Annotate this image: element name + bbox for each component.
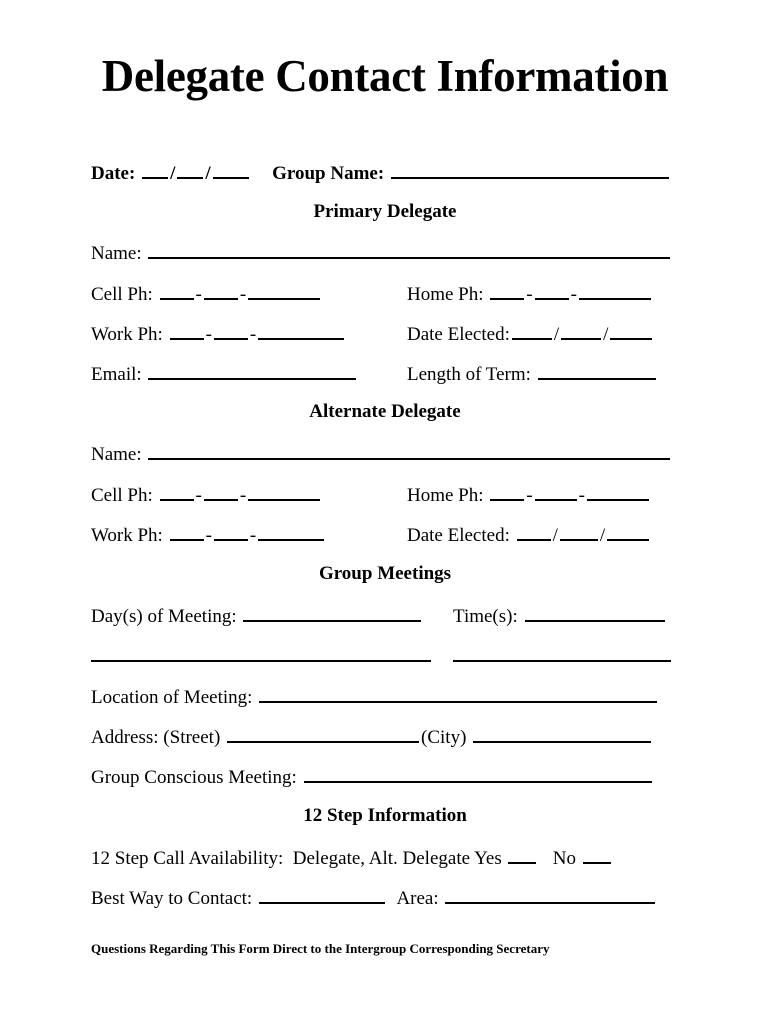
- availability-no-field[interactable]: [583, 845, 611, 864]
- slash: /: [552, 525, 558, 546]
- dash: -: [239, 485, 247, 506]
- alternate-cell-field-2[interactable]: [204, 482, 238, 501]
- availability-no-label: No: [552, 848, 576, 869]
- primary-length-field[interactable]: [538, 361, 656, 380]
- alternate-work-field-1[interactable]: [170, 522, 204, 541]
- address-street-label: Address: (Street): [91, 727, 221, 748]
- dash: -: [249, 525, 257, 546]
- times-label: Time(s):: [453, 606, 518, 627]
- availability-yes-field[interactable]: [508, 845, 536, 864]
- alternate-date-elected-month[interactable]: [517, 522, 551, 541]
- date-label: Date:: [91, 163, 136, 184]
- dash: -: [526, 485, 533, 506]
- alternate-home-label: Home Ph:: [407, 485, 484, 506]
- primary-home-field-2[interactable]: [535, 281, 569, 300]
- primary-home-field-1[interactable]: [490, 281, 524, 300]
- slash: /: [170, 163, 176, 184]
- alternate-delegate-heading: Alternate Delegate: [309, 401, 461, 422]
- address-street-field[interactable]: [227, 724, 419, 743]
- primary-name-label: Name:: [91, 243, 142, 264]
- conscious-label: Group Conscious Meeting:: [91, 767, 297, 788]
- alternate-cell-field-3[interactable]: [248, 482, 320, 501]
- primary-email-field[interactable]: [148, 361, 356, 380]
- primary-length-label: Length of Term:: [407, 364, 531, 385]
- primary-name-field[interactable]: [148, 240, 670, 259]
- best-way-row: [91, 885, 657, 910]
- alternate-work-field-2[interactable]: [214, 522, 248, 541]
- primary-work-field-3[interactable]: [258, 321, 344, 340]
- alternate-home-field-1[interactable]: [490, 482, 524, 501]
- primary-date-elected-label: Date Elected:: [407, 324, 510, 345]
- alternate-date-elected-label: Date Elected:: [407, 525, 510, 546]
- best-way-field[interactable]: [259, 885, 385, 904]
- dash: -: [526, 284, 533, 305]
- primary-delegate-heading: Primary Delegate: [313, 201, 457, 222]
- dash: -: [195, 485, 202, 506]
- date-row: [91, 160, 671, 185]
- primary-work-field-2[interactable]: [214, 321, 248, 340]
- location-row: [91, 684, 659, 709]
- days-field[interactable]: [243, 603, 421, 622]
- alternate-cell-label: Cell Ph:: [91, 485, 153, 506]
- primary-cell-field-3[interactable]: [248, 281, 320, 300]
- slash: /: [603, 324, 609, 345]
- group-meetings-heading: Group Meetings: [318, 563, 452, 584]
- primary-cell-row: [91, 281, 322, 306]
- primary-work-label: Work Ph:: [91, 324, 163, 345]
- primary-home-row: [407, 281, 653, 306]
- alternate-home-row: [407, 482, 651, 507]
- alternate-work-field-3[interactable]: [258, 522, 324, 541]
- slash: /: [599, 525, 606, 546]
- primary-email-row: [91, 361, 358, 386]
- area-field[interactable]: [445, 885, 655, 904]
- primary-length-row: [407, 361, 658, 386]
- primary-name-row: [91, 240, 672, 265]
- primary-work-row: [91, 321, 346, 346]
- location-label: Location of Meeting:: [91, 687, 253, 708]
- alternate-date-elected-day[interactable]: [560, 522, 598, 541]
- alternate-work-row: [91, 522, 326, 547]
- times-extra-row: [453, 643, 673, 668]
- times-extra-field[interactable]: [453, 643, 671, 662]
- address-row: [91, 724, 653, 749]
- alternate-home-field-3[interactable]: [587, 482, 649, 501]
- times-row: [453, 603, 667, 628]
- dash: -: [570, 284, 577, 305]
- availability-label: 12 Step Call Availability:: [91, 848, 284, 869]
- twelve-step-heading: 12 Step Information: [303, 805, 467, 826]
- address-city-field[interactable]: [473, 724, 651, 743]
- primary-date-elected-year[interactable]: [610, 321, 652, 340]
- days-row: [91, 603, 423, 628]
- primary-cell-field-1[interactable]: [160, 281, 194, 300]
- primary-date-elected-row: [407, 321, 654, 346]
- alternate-cell-field-1[interactable]: [160, 482, 194, 501]
- group-name-label: Group Name:: [272, 163, 385, 184]
- date-day-field[interactable]: [177, 160, 203, 179]
- alternate-cell-row: [91, 482, 322, 507]
- times-field[interactable]: [525, 603, 665, 622]
- location-field[interactable]: [259, 684, 657, 703]
- primary-date-elected-day[interactable]: [561, 321, 601, 340]
- page-title: Delegate Contact Information: [101, 51, 669, 101]
- primary-work-field-1[interactable]: [170, 321, 204, 340]
- dash: -: [205, 324, 212, 345]
- availability-row: [91, 845, 613, 870]
- date-month-field[interactable]: [142, 160, 168, 179]
- footer-note: Questions Regarding This Form Direct to the Intergroup Corresponding Secretary: [91, 941, 550, 956]
- conscious-row: [91, 764, 654, 789]
- primary-home-field-3[interactable]: [579, 281, 651, 300]
- alternate-work-label: Work Ph:: [91, 525, 163, 546]
- alternate-date-elected-row: [407, 522, 651, 547]
- area-label: Area:: [396, 888, 439, 909]
- dash: -: [578, 485, 585, 506]
- dash: -: [195, 284, 202, 305]
- alternate-date-elected-year[interactable]: [607, 522, 649, 541]
- primary-cell-label: Cell Ph:: [91, 284, 153, 305]
- dash: -: [249, 324, 257, 345]
- days-label: Day(s) of Meeting:: [91, 606, 237, 627]
- alternate-home-field-2[interactable]: [535, 482, 577, 501]
- best-way-label: Best Way to Contact:: [91, 888, 253, 909]
- group-name-field[interactable]: [391, 160, 669, 179]
- days-extra-row: [91, 643, 433, 668]
- date-year-field[interactable]: [213, 160, 249, 179]
- address-city-label: (City): [421, 727, 467, 748]
- alternate-name-label: Name:: [91, 444, 142, 465]
- primary-date-elected-month[interactable]: [512, 321, 552, 340]
- primary-cell-field-2[interactable]: [204, 281, 238, 300]
- slash: /: [205, 163, 211, 184]
- alternate-name-row: [91, 441, 672, 466]
- dash: -: [205, 525, 212, 546]
- availability-options: Delegate, Alt. Delegate Yes: [292, 848, 502, 869]
- slash: /: [553, 324, 560, 345]
- conscious-field[interactable]: [304, 764, 652, 783]
- dash: -: [239, 284, 247, 305]
- alternate-name-field[interactable]: [148, 441, 670, 460]
- primary-home-label: Home Ph:: [407, 284, 484, 305]
- primary-email-label: Email:: [91, 364, 142, 385]
- days-extra-field[interactable]: [91, 643, 431, 662]
